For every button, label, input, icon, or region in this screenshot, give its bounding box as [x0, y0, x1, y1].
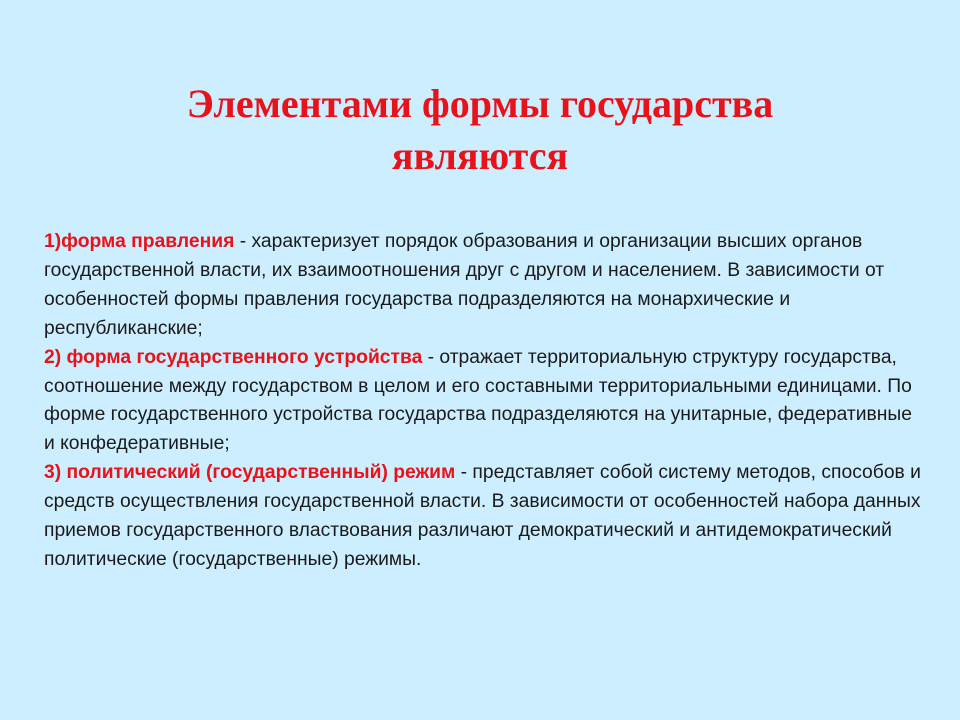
list-item-form-of-government: [44, 228, 924, 344]
slide-title: [60, 78, 900, 182]
slide-title-line-1: Элементами формы государства: [186, 81, 774, 126]
slide-title-line-2: являются: [391, 133, 569, 178]
list-item-term: 3) политический (государственный) режим: [44, 462, 456, 484]
list-item-description: - представляет собой систему методов, способов и средств осуществления государственной власти. В зависимости от особенностей набора данных приемов государственного властвования различают демократический и антидемократический политические (государственные) режимы.: [44, 462, 921, 570]
list-item-term: 1)форма правления: [44, 231, 235, 252]
list-item-description: - характеризует порядок образования и организации высших органов государственной власти, их взаимоотношения друг с другом и населением. В зависимости от особенностей формы правления государства подразделяются на монархические и республиканские;: [44, 231, 885, 339]
list-item-description: - отражает территориальную структуру государства, соотношение между государством в целом и его составными территориальными единицами. По форме государственного устройства государства подразделяются на унитарные, федеративные и конфедеративные;: [44, 346, 912, 455]
list-item-form-of-state-structure: [44, 344, 924, 460]
list-item-term: 2) форма государственного устройства: [44, 346, 423, 368]
slide-body: [44, 228, 924, 575]
list-item-political-regime: [44, 459, 924, 575]
